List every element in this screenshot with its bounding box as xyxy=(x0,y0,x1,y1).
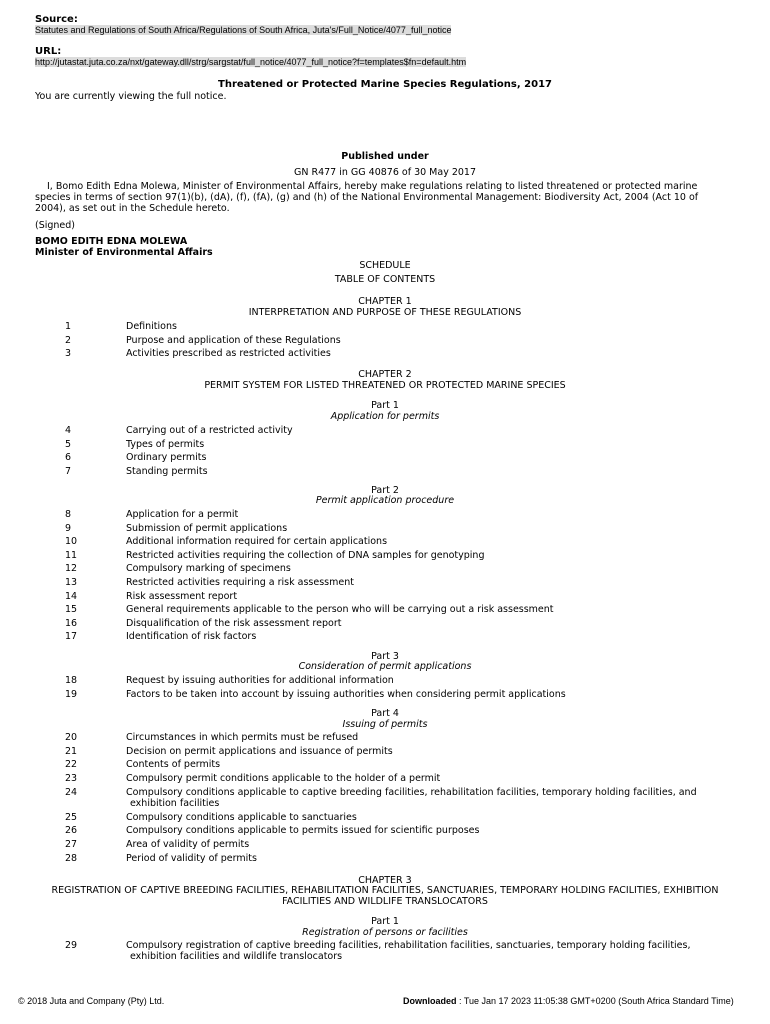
toc-entry-title-line: Circumstances in which permits must be refused xyxy=(126,732,359,743)
toc-entry-title xyxy=(126,439,726,450)
toc-entry-title-line: Activities prescribed as restricted activities xyxy=(126,348,331,360)
toc-entry-title-line: Compulsory conditions applicable to sanctuaries xyxy=(126,811,357,823)
part-4-title: Issuing of permits xyxy=(342,719,428,730)
toc-entry-title xyxy=(126,732,726,743)
url-label: URL: xyxy=(35,46,62,57)
toc-entry-number: 28 xyxy=(65,852,78,864)
toc-entry-number: 6 xyxy=(65,452,72,464)
toc-entry-title xyxy=(126,348,726,359)
toc-entry-title xyxy=(126,746,726,757)
toc-entry-title xyxy=(126,452,726,463)
chapter-3-part-1-title: Registration of persons or facilities xyxy=(302,927,468,938)
toc-entry-number: 25 xyxy=(65,811,78,823)
part-3-label: Part 3 xyxy=(371,651,399,662)
toc-entry-number: 12 xyxy=(65,563,78,575)
url-block xyxy=(35,46,735,67)
schedule-heading: SCHEDULE xyxy=(359,260,411,271)
toc-entry-title xyxy=(126,759,726,770)
toc-entry-title-line: Risk assessment report xyxy=(126,590,238,602)
chapter-2-title: PERMIT SYSTEM FOR LISTED THREATENED OR PROTECTED MARINE SPECIES xyxy=(204,380,566,391)
chapter-3-part-1-label: Part 1 xyxy=(371,916,399,927)
toc-entry-number: 3 xyxy=(65,348,72,360)
footer-downloaded-value: : Tue Jan 17 2023 11:05:38 GMT+0200 (South Africa Standard Time) xyxy=(456,996,734,1006)
toc-entry-title xyxy=(126,550,726,561)
toc-entry-number: 18 xyxy=(65,675,78,686)
source-block xyxy=(35,14,735,35)
viewing-note: You are currently viewing the full notice. xyxy=(35,91,227,102)
toc-entry-number: 11 xyxy=(65,549,78,561)
toc-entry-title xyxy=(126,631,726,642)
toc-entry-title-line: Purpose and application of these Regulations xyxy=(126,334,341,346)
toc-entry-number: 8 xyxy=(65,509,72,520)
toc-entry-number: 20 xyxy=(65,732,78,743)
toc-entry-title xyxy=(126,509,726,520)
toc-entry-title-line: exhibition facilities and wildlife translocators xyxy=(130,951,343,962)
toc-entry-title xyxy=(126,523,726,534)
toc-entry-number: 7 xyxy=(65,466,72,478)
toc-entry-title-line: Compulsory permit conditions applicable to the holder of a permit xyxy=(126,773,441,785)
toc-entry-title-line: Submission of permit applications xyxy=(126,522,288,534)
toc-entry-title-line: Application for a permit xyxy=(126,509,239,520)
chapter-1-label: CHAPTER 1 xyxy=(358,296,412,307)
toc-entry-title xyxy=(126,604,726,615)
toc-entry-title-line: Standing permits xyxy=(126,466,208,478)
part-2-label: Part 2 xyxy=(371,485,399,496)
toc-entry-title-line: Ordinary permits xyxy=(126,452,207,464)
chapter-2-label: CHAPTER 2 xyxy=(358,369,412,380)
toc-entry-title-line: Factors to be taken into account by issuing authorities when considering permit applications xyxy=(126,688,566,700)
toc-entry-number: 21 xyxy=(65,745,78,757)
toc-entry-title-line: Compulsory registration of captive breeding facilities, rehabilitation facilities, sanctuaries, temporary holding facilities, xyxy=(126,940,691,951)
toc-entry-number: 26 xyxy=(65,825,78,837)
toc-entry-number: 9 xyxy=(65,522,72,534)
toc-entry-title-line: Compulsory conditions applicable to captive breeding facilities, rehabilitation facilities, temporary holding facilities, and xyxy=(126,786,697,798)
chapter-3-label: CHAPTER 3 xyxy=(358,875,412,886)
toc-entry-number: 27 xyxy=(65,838,78,850)
toc-entry-title-line: Carrying out of a restricted activity xyxy=(126,425,293,436)
toc-entry-number: 16 xyxy=(65,617,78,629)
minister-name: BOMO EDITH EDNA MOLEWA xyxy=(35,236,188,247)
toc-entry-title xyxy=(126,536,726,547)
toc-entry-number: 23 xyxy=(65,773,78,785)
toc-entry-title xyxy=(126,812,726,823)
footer-downloaded-label: Downloaded xyxy=(403,996,457,1006)
signed-note: (Signed) xyxy=(35,220,76,231)
part-2-title: Permit application procedure xyxy=(315,495,455,506)
toc-entry-title xyxy=(126,321,726,332)
preamble-line-2: species in terms of section 97(1)(b), (dA), (f), (fA), (g) and (h) of the National Environmental Management: Biodiversity Act, 2004 (Act 10 of xyxy=(35,192,699,203)
toc-entry-number: 22 xyxy=(65,759,78,771)
toc-entry-title xyxy=(126,618,726,629)
toc-entry-title-line: Additional information required for certain applications xyxy=(126,536,388,548)
toc-entry-title-line: Restricted activities requiring a risk assessment xyxy=(126,577,354,588)
chapter-3-title-line-1: REGISTRATION OF CAPTIVE BREEDING FACILITIES, REHABILITATION FACILITIES, SANCTUARIES, TEMPORARY HOLDING FACILITIES, EXHIBITION xyxy=(51,885,719,896)
toc-entry-title xyxy=(126,425,726,436)
toc-entry-title-line: Period of validity of permits xyxy=(126,852,257,864)
toc-entry-title xyxy=(126,825,726,836)
minister-title: Minister of Environmental Affairs xyxy=(35,247,213,258)
toc-entry-title xyxy=(126,940,726,962)
toc-entry-title xyxy=(126,591,726,602)
toc-entry-title xyxy=(126,577,726,588)
toc-entry-number: 17 xyxy=(65,631,78,643)
chapter-3-title-line-2: FACILITIES AND WILDLIFE TRANSLOCATORS xyxy=(282,896,488,907)
toc-entry-number: 5 xyxy=(65,438,72,450)
part-1-title: Application for permits xyxy=(330,411,440,422)
toc-entry-title-line: Disqualification of the risk assessment report xyxy=(126,617,342,629)
toc-entry-title xyxy=(126,335,726,346)
toc-entry-title xyxy=(126,773,726,784)
toc-entry-number: 14 xyxy=(65,590,78,602)
gazette-reference: GN R477 in GG 40876 of 30 May 2017 xyxy=(293,167,477,178)
toc-entry-title-line: Decision on permit applications and issuance of permits xyxy=(126,745,393,757)
published-under: Published under xyxy=(341,151,429,162)
toc-entry-title-line: Compulsory marking of specimens xyxy=(126,563,291,575)
source-label: Source: xyxy=(35,14,78,25)
document-title: Threatened or Protected Marine Species Regulations, 2017 xyxy=(218,79,552,90)
toc-entry-title xyxy=(126,563,726,574)
toc-entry-number: 29 xyxy=(65,940,78,951)
source-value: Statutes and Regulations of South Africa/Regulations of South Africa, Juta's/Full_Notice/4077_full_notice xyxy=(35,25,452,35)
toc-entry-number: 15 xyxy=(65,604,78,616)
toc-entry-title-line: Area of validity of permits xyxy=(126,838,250,850)
toc-entry-title-line: Restricted activities requiring the collection of DNA samples for genotyping xyxy=(126,549,485,561)
toc-entry-number: 4 xyxy=(65,425,72,436)
toc-entry-title-line: Identification of risk factors xyxy=(126,631,257,643)
footer-downloaded xyxy=(403,996,734,1006)
toc-entry-title-line: Types of permits xyxy=(126,438,205,450)
toc-entry-title-line: Definitions xyxy=(126,321,177,332)
toc-entry-number: 13 xyxy=(65,577,78,588)
url-value[interactable]: http://jutastat.juta.co.za/nxt/gateway.dll/strg/sargstat/full_notice/4077_full_notice?f=templates$fn=default.htm xyxy=(35,57,467,67)
toc-entry-number: 2 xyxy=(65,334,72,346)
part-3-title: Consideration of permit applications xyxy=(298,661,472,672)
toc-entry-title xyxy=(126,675,726,686)
toc-entry-title-line: Contents of permits xyxy=(126,759,221,771)
toc-entry-title-line: Request by issuing authorities for additional information xyxy=(126,675,394,686)
toc-entry-title-line: exhibition facilities xyxy=(130,797,220,809)
toc-entry-title xyxy=(126,689,726,700)
toc-entry-title-line: General requirements applicable to the person who will be carrying out a risk assessment xyxy=(126,604,554,616)
toc-entry-number: 19 xyxy=(65,688,78,700)
part-1-label: Part 1 xyxy=(371,400,399,411)
toc-entry-title xyxy=(126,787,726,809)
preamble-line-3: 2004), as set out in the Schedule hereto. xyxy=(35,203,230,214)
toc-entry-title xyxy=(126,466,726,477)
toc-entry-title xyxy=(126,839,726,850)
preamble-line-1: I, Bomo Edith Edna Molewa, Minister of Environmental Affairs, hereby make regulations relating to listed threatened or protected marine xyxy=(47,181,698,192)
part-4-label: Part 4 xyxy=(371,708,399,719)
toc-entry-number: 10 xyxy=(65,536,78,548)
footer-copyright: © 2018 Juta and Company (Pty) Ltd. xyxy=(18,996,165,1006)
preamble xyxy=(35,181,735,214)
toc-entry-title xyxy=(126,853,726,864)
toc-entry-number: 24 xyxy=(65,786,78,798)
toc-heading: TABLE OF CONTENTS xyxy=(334,274,436,285)
toc-entry-title-line: Compulsory conditions applicable to permits issued for scientific purposes xyxy=(126,825,480,837)
chapter-1-title: INTERPRETATION AND PURPOSE OF THESE REGULATIONS xyxy=(248,307,522,318)
toc-entry-number: 1 xyxy=(65,321,72,332)
